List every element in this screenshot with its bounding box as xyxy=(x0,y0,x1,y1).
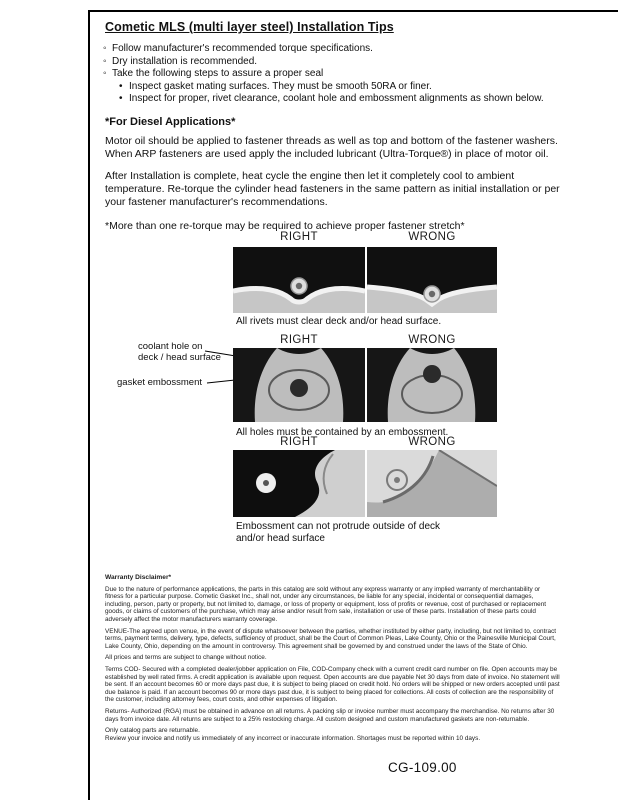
open-bullet-icon: ◦ xyxy=(103,68,107,79)
embossment-protruding-wrong-diagram xyxy=(367,450,497,517)
gasket-embossment-annotation: gasket embossment xyxy=(117,377,203,388)
tip-sub-item xyxy=(119,81,585,94)
embossment-caption xyxy=(236,521,440,545)
legal-paragraph: Terms COD- Secured with a completed dealer/jobber application on File, COD-Company check with a current credit card number on file. Open accounts may be established by well rated firms. A credit application is available upon request. Open accounts are due payable Net 30 days from date of invoice. No statement will be sent. If an account becomes 60 or more days past due, it is subject to being placed on credit hold. No orders will be shipped or new orders accepted until past due balance is paid. If an account becomes 90 or more days past due, it is subject to being placed for collections. All costs of collection are the responsibility of the customer, including attorney fees, court costs, and other expenses of litigation. xyxy=(105,665,560,704)
retorque-note: *More than one re-torque may be required to achieve proper fastener stretch* xyxy=(105,220,465,232)
diesel-applications-section xyxy=(105,116,567,233)
tip-item xyxy=(103,56,585,69)
hole-outside-illustration xyxy=(367,348,497,422)
legal-paragraph: All prices and terms are subject to change without notice. xyxy=(105,654,267,662)
annotation-line: coolant hole on xyxy=(138,341,203,352)
page-title: Cometic MLS (multi layer steel) Installation Tips xyxy=(105,20,394,34)
rivet-clear-illustration xyxy=(233,247,365,313)
hole-contained-right-diagram xyxy=(233,348,365,422)
tip-text: Inspect for proper, rivet clearance, coolant hole and embossment alignments as shown below. xyxy=(129,93,544,104)
embossment-inside-illustration xyxy=(233,450,365,517)
page-code: CG-109.00 xyxy=(388,760,457,775)
diesel-paragraph-1: Motor oil should be applied to fastener threads as well as top and bottom of the fastener washers. When ARP fasteners are used apply the included lubricant (Ultra-Torque®) in place of motor oil. xyxy=(105,135,558,160)
diesel-heading: *For Diesel Applications* xyxy=(105,116,236,128)
wrong-label-row3: WRONG xyxy=(408,436,456,448)
installation-tips-section xyxy=(103,20,585,106)
tip-text: Follow manufacturer's recommended torque specifications. xyxy=(112,43,373,54)
wrong-label-row2: WRONG xyxy=(408,334,456,346)
rivet-caption: All rivets must clear deck and/or head surface. xyxy=(236,316,442,327)
dot-bullet-icon: • xyxy=(119,93,123,104)
dot-bullet-icon: • xyxy=(119,80,123,92)
legal-paragraph: Returns- Authorized (RGA) must be obtained in advance on all returns. A packing slip or invoice number must accompany the merchandise. No returns after 30 days from invoice date. All returns are subject to a 25% restocking charge. All custom designed and custom manufactured gaskets are non-returnable. xyxy=(105,707,555,723)
legal-section xyxy=(105,574,560,746)
embossment-protruding-illustration xyxy=(367,450,497,517)
embossment-inside-right-diagram xyxy=(233,450,365,517)
rivet-right-diagram xyxy=(233,247,365,313)
caption-line: and/or head surface xyxy=(236,533,325,544)
tip-item xyxy=(103,43,585,56)
hole-contained-wrong-diagram xyxy=(367,348,497,422)
tip-item xyxy=(103,68,585,81)
annotation-line: deck / head surface xyxy=(138,352,221,363)
tip-text: Take the following steps to assure a proper seal xyxy=(112,68,324,79)
wrong-label-row1: WRONG xyxy=(408,231,456,243)
open-bullet-icon: ◦ xyxy=(103,55,107,67)
tip-text: Dry installation is recommended. xyxy=(112,55,258,67)
open-bullet-icon: ◦ xyxy=(103,43,107,54)
right-label-row2: RIGHT xyxy=(280,334,318,346)
rivet-touching-illustration xyxy=(367,247,497,313)
legal-paragraph: Review your invoice and notify us immediately of any incorrect or inaccurate information. Shortages must be reported within 10 days. xyxy=(105,734,481,742)
right-label-row1: RIGHT xyxy=(280,231,318,243)
tip-sub-item xyxy=(119,93,585,106)
legal-paragraph: Only catalog parts are returnable. xyxy=(105,727,200,735)
hole-contained-illustration xyxy=(233,348,365,422)
holes-caption: All holes must be contained by an embossment. xyxy=(236,427,449,438)
legal-paragraph: VENUE-The agreed upon venue, in the event of dispute whatsoever between the parties, whether instituted by either party, including, but not limited to, contract terms, payment terms, delivery, type, defects, sufficiency of product, shall be the Court of Common Pleas, Lake County, Ohio or the Painesville Municipal Court, Lake County, Ohio, depending on the amount in controversy. This agreement shall be governed by and construed under the laws of the State of Ohio. xyxy=(105,627,557,650)
diesel-paragraph-2: After Installation is complete, heat cycle the engine then let it completely cool to ambient temperature. Re-torque the cylinder head fasteners in the same pattern as initial installation or per your fastener manufacturer's recommendations. xyxy=(105,170,560,208)
warranty-disclaimer-heading: Warranty Disclaimer* xyxy=(105,574,172,581)
rivet-wrong-diagram xyxy=(367,247,497,313)
legal-paragraph: Due to the nature of performance applications, the parts in this catalog are sold without any express warranty or any implied warranty of merchantability or fitness for a particular purpose. Cometic Gasket Inc., shall not, under any circumstances, be liable for any special, incidental or consequential damages, including, person, party or property, but not limited to, damage, or loss of property or equipment, loss of profits or revenue, cost of purchased or replacement goods, or claims of customers of the purchase, which may arise and/or result from sale, installation or use of these parts. Installation of these parts could adversely affect the motor manufacturers warranty coverage. xyxy=(105,585,547,623)
tip-text: Inspect gasket mating surfaces. They must be smooth 50RA or finer. xyxy=(129,80,432,92)
right-label-row3: RIGHT xyxy=(280,436,318,448)
caption-line: Embossment can not protrude outside of deck xyxy=(236,521,441,532)
